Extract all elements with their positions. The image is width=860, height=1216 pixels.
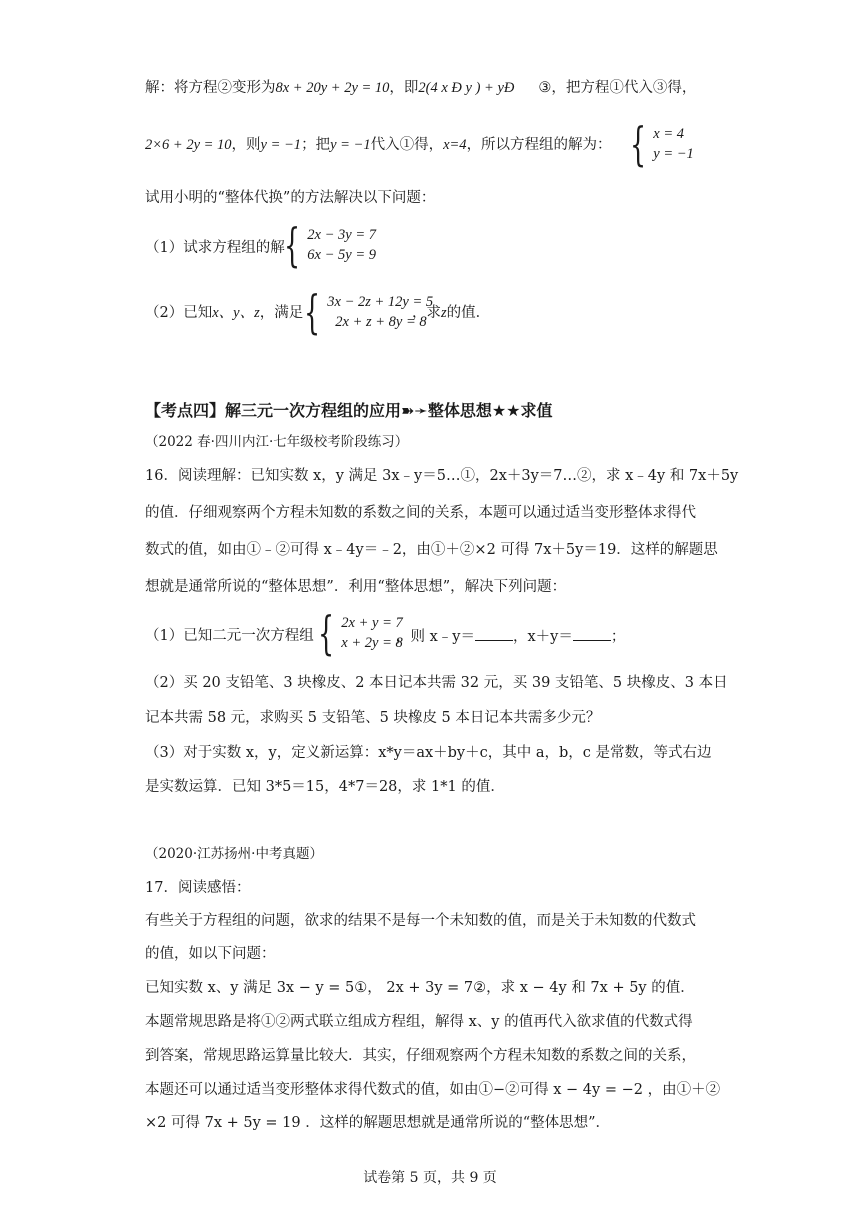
problem-17-line-6: 到答案，常规思路运算量比较大．其实，仔细观察两个方程未知数的系数之间的关系， [145, 1048, 696, 1064]
source-note-2: （2020·江苏扬州·中考真题） [145, 846, 323, 862]
question-2-tail: ，求z的值． [412, 305, 491, 321]
source-note-1: （2022 春·四川内江·七年级校考阶段练习） [145, 434, 409, 450]
instruction-line: 试用小明的“整体代换”的方法解决以下问题： [145, 190, 436, 206]
solution-line-2: 2×6 + 2y = 10，则y = −1；把y = −1代入①得，x=4，所以方程组的解为： [145, 137, 612, 153]
solution-system: { x = 4 y = −1 [630, 117, 694, 171]
problem-16-line-2: 的值．仔细观察两个方程未知数的系数之间的关系，本题可以通过适当变形整体求得代 [145, 505, 696, 521]
answer-blank-1[interactable] [475, 626, 513, 641]
problem-16-q1-label: （1）已知二元一次方程组 [145, 628, 314, 644]
problem-16-line-3: 数式的值，如由①﹣②可得 x﹣4y＝﹣2，由①＋②×2 可得 7x＋5y＝19．这样的解题思 [145, 542, 718, 558]
problem-17-line-5: 本题常规思路是将①②两式联立组成方程组，解得 x、y 的值再代入欲求值的代数式得 [145, 1014, 693, 1030]
problem-16-line-4: 想就是通常所说的“整体思想”．利用“整体思想”，解决下列问题： [145, 579, 567, 595]
question-2-label: （2）已知x、y、z，满足 [145, 305, 304, 321]
problem-16-q2-line-1: （2）买 20 支铅笔、3 块橡皮、2 本日记本共需 32 元，买 39 支铅笔、5 块橡皮、3 本日 [145, 675, 728, 691]
left-brace: { [304, 285, 321, 339]
problem-17-line-4: 已知实数 x、y 满足 3x − y = 5①， 2x + 3y = 7②，求 x − 4y 和 7x + 5y 的值． [145, 980, 695, 996]
problem-17-line-8: ×2 可得 7x + 5y = 19 ．这样的解题思想就是通常所说的“整体思想”． [145, 1115, 611, 1131]
question-2-system: { 3x − 2z + 12y = 5 2x + z + 8y = 8 [304, 285, 434, 339]
problem-17-line-7: 本题还可以通过适当变形整体求得代数式的值，如由①−②可得 x − 4y = −2 ，由①＋② [145, 1082, 721, 1098]
problem-16-q2-line-2: 记本共需 58 元，求购买 5 支铅笔、5 块橡皮 5 本日记本共需多少元？ [145, 710, 601, 726]
problem-16-q1-system: { 2x + y = 7 x + 2y = 8 [318, 606, 403, 660]
problem-17-line-1: 17．阅读感悟： [145, 880, 251, 896]
problem-16-line-1: 16．阅读理解：已知实数 x，y 满足 3x﹣y＝5…①，2x＋3y＝7…②，求 x﹣4y 和 7x＋5y [145, 468, 739, 484]
left-brace: { [318, 606, 335, 660]
problem-16-q3-line-1: （3）对于实数 x，y，定义新运算：x*y＝ax＋by＋c，其中 a，b，c 是常数，等式右边 [145, 745, 712, 761]
problem-16-q1-tail: ，则 x﹣y＝ ，x＋y＝ ； [396, 626, 625, 647]
page-footer: 试卷第 5 页，共 9 页 [363, 1170, 497, 1186]
left-brace: { [630, 117, 647, 171]
question-1-label: （1）试求方程组的解 [145, 240, 285, 256]
problem-16-q3-line-2: 是实数运算．已知 3*5＝15，4*7＝28，求 1*1 的值． [145, 779, 505, 795]
garbled-equation: 2(4 x Ð y ) + yÐ [418, 80, 515, 96]
problem-17-line-3: 的值，如以下问题： [145, 946, 276, 962]
answer-blank-2[interactable] [573, 626, 611, 641]
problem-17-line-2: 有些关于方程组的问题，欲求的结果不是每一个未知数的值，而是关于未知数的代数式 [145, 913, 696, 929]
question-1-system: { 2x − 3y = 7 6x − 5y = 9 [284, 218, 376, 272]
solution-line-1: 解：将方程②变形为8x + 20y + 2y = 10，即2(4 x Ð y ) + yÐ ③，把方程①代入③得， [145, 80, 697, 96]
left-brace: { [284, 218, 301, 272]
section-heading: 【考点四】解三元一次方程组的应用➽➛整体思想★★求值 [145, 401, 553, 420]
